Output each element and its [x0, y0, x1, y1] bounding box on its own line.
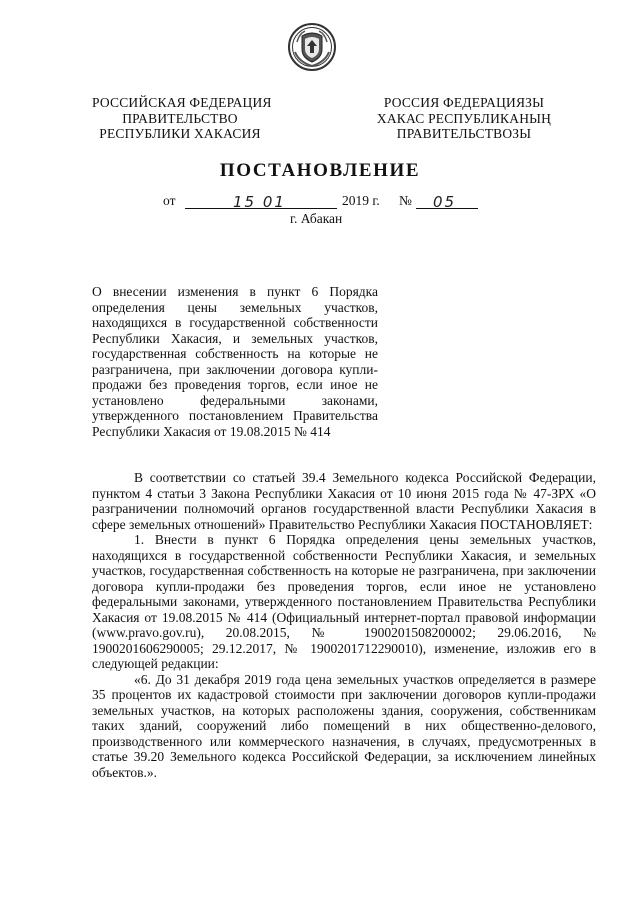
item-1-paragraph: 1. Внести в пункт 6 Порядка определения цены земельных участков, находящихся в государственной собственности Республики Хакасия, и земельных участков, государственная собственность на которые не разграничена, при заключении договора купли-продажи без проведения торгов, если иное не установлено федеральными законами, утвержденного постановлением Правительства Республики Хакасия от 19.08.2015 № 414 (Официальный интернет-портал правовой информации (www.pravo.gov.ru), 20.08.2015, № 1900201508200002; 29.06.2016, № 1900201606290005; 29.12.2017, № 1900201712290010), изменение, изложив его в следующей редакции:	[92, 532, 596, 671]
item-6-paragraph: «6. До 31 декабря 2019 года цена земельных участков определяется в размере 35 процентов их кадастровой стоимости при заключении договоров купли-продажи земельных участков, на которых расположены здания, сооружения, собственникам таких зданий, сооружений либо помещений в них общественно-делового, производственного или коммерческого назначения, в случаях, предусмотренных в статье 39.20 Земельного кодекса Российской Федерации, за исключением линейных объектов.».	[92, 671, 596, 780]
date-handwritten: 15 01	[233, 193, 286, 211]
city: г. Абакан	[290, 211, 343, 226]
header-left-line-3: РЕСПУБЛИКИ ХАКАСИЯ	[99, 126, 261, 141]
header-left-line-1: РОССИЙСКАЯ ФЕДЕРАЦИЯ	[92, 95, 272, 110]
header-left	[92, 95, 272, 142]
coat-of-arms-icon	[287, 22, 337, 72]
document-title: ПОСТАНОВЛЕНИЕ	[219, 160, 421, 181]
preamble-paragraph: В соответствии со статьей 39.4 Земельного кодекса Российской Федерации, пунктом 4 статьи 3 Закона Республики Хакасия от 10 июня 2015 года № 47-ЗРХ «О разграничении полномочий органов государственной власти Республики Хакасия в сфере земельных отношений» Правительство Республики Хакасия ПОСТАНОВЛЯЕТ:	[92, 470, 596, 532]
number-label: №	[399, 193, 412, 208]
date-prefix: от	[163, 193, 176, 208]
number-handwritten: 05	[433, 193, 457, 211]
document-body	[92, 470, 596, 780]
header-right-line-2: ХАКАС РЕСПУБЛИКАНЫҢ	[376, 110, 552, 126]
date-number-line	[163, 193, 493, 211]
header-right-line-1: РОССИЯ ФЕДЕРАЦИЯЗЫ	[383, 95, 545, 110]
year-text: 2019 г.	[342, 193, 380, 208]
document-subject: О внесении изменения в пункт 6 Порядка определения цены земельных участков, находящихся в государственной собственности Республики Хакасия, и земельных участков, государственная собственность на которые не разграничена, при заключении договора купли-продажи без проведения торгов, если иное не установлено федеральными законами, утвержденного постановлением Правительства Республики Хакасия от 19.08.2015 № 414	[92, 284, 378, 439]
header-right	[376, 95, 552, 142]
header-right-line-3: ПРАВИТЕЛЬСТВОЗЫ	[396, 126, 532, 141]
header-left-line-2: ПРАВИТЕЛЬСТВО	[122, 110, 238, 126]
